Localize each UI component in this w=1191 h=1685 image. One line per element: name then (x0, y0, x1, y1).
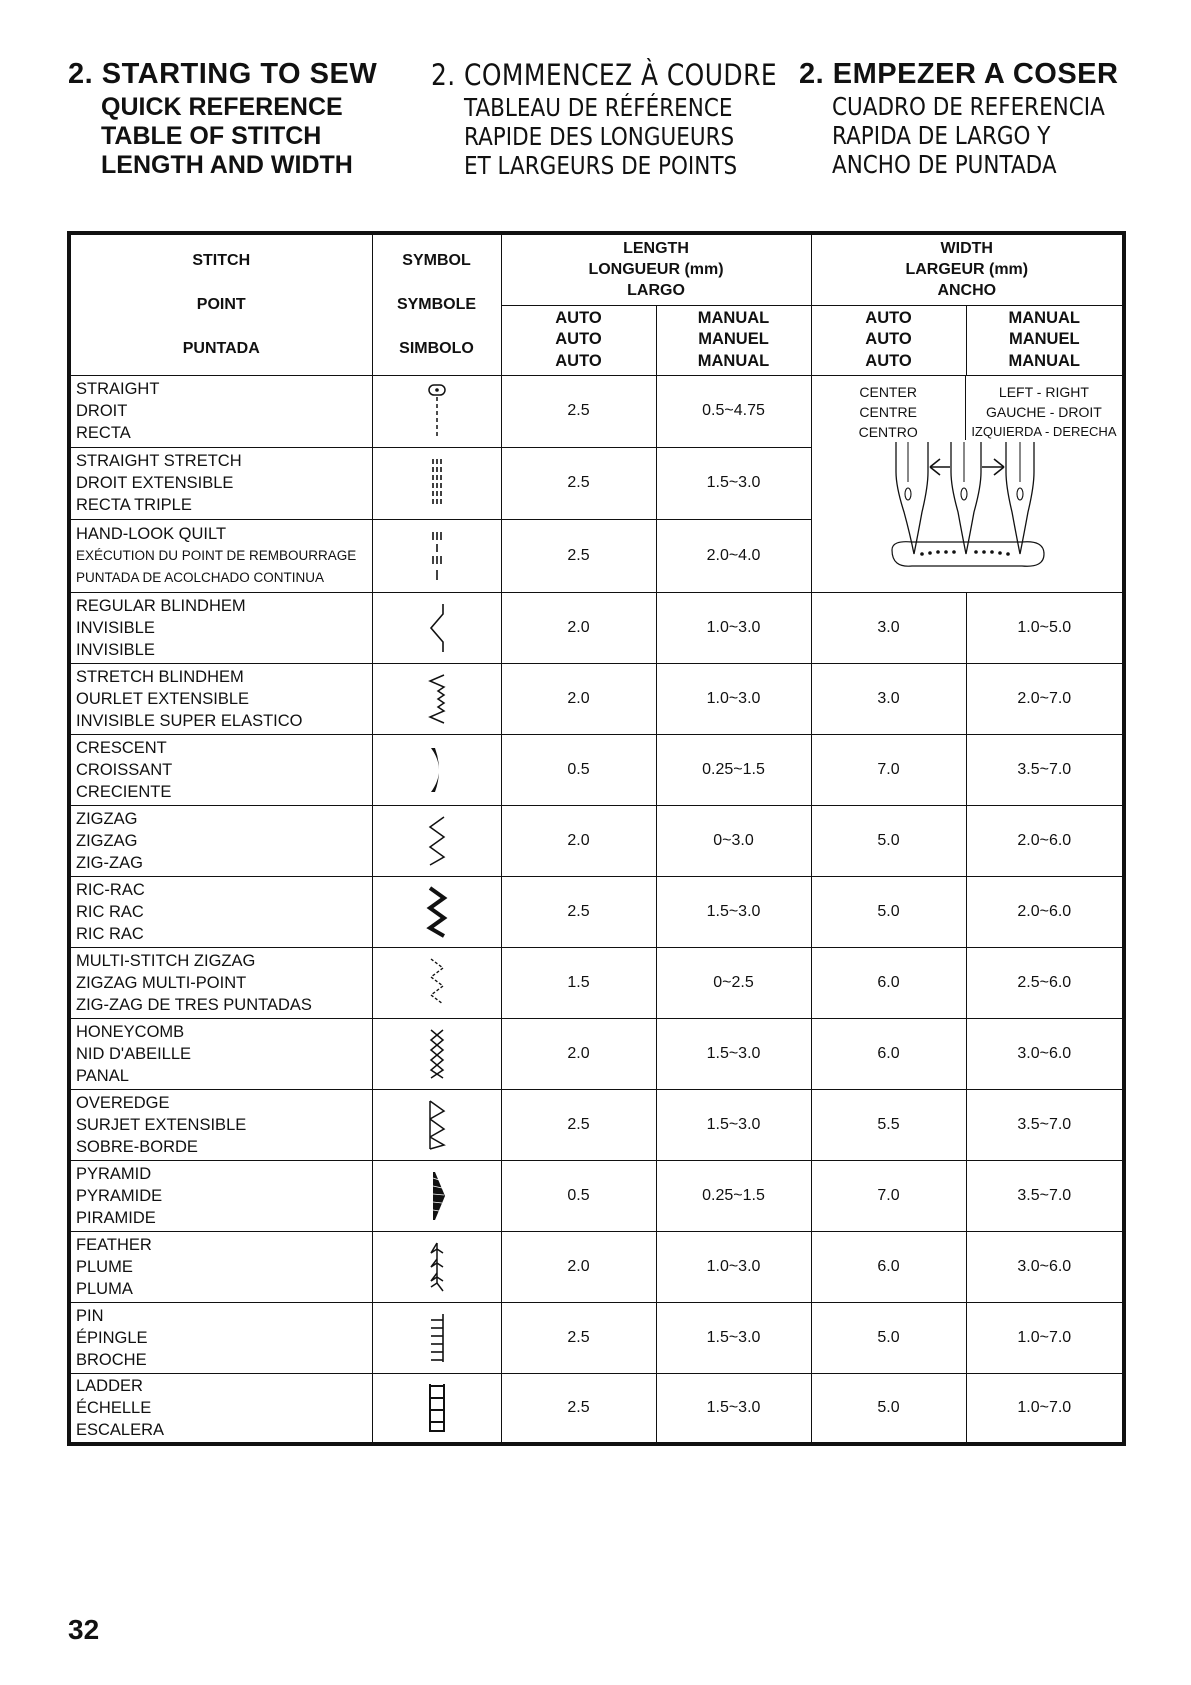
table-row (69, 876, 1124, 947)
heading-english (68, 58, 377, 178)
width-auto: 7.0 (811, 734, 966, 805)
zigzag-icon (372, 805, 501, 876)
width-auto: 3.0 (811, 592, 966, 663)
stitch-name: REGULAR BLINDHEM INVISIBLE INVISIBLE (69, 592, 372, 663)
stitch-name: PIN ÉPINGLE BROCHE (69, 1302, 372, 1373)
stitch-name: LADDER ÉCHELLE ESCALERA (69, 1373, 372, 1444)
table-row (69, 1018, 1124, 1089)
length-manual: 0~2.5 (656, 947, 811, 1018)
feather-icon (372, 1231, 501, 1302)
straight-stitch-icon (372, 375, 501, 447)
stitch-name: STRAIGHT STRETCH DROIT EXTENSIBLE RECTA TRIPLE (69, 447, 372, 519)
blindhem-icon (372, 592, 501, 663)
ric-rac-icon (372, 876, 501, 947)
width-manual-note: LEFT - RIGHT GAUCHE - DROIT IZQUIERDA - DERECHA (965, 376, 1122, 440)
length-manual: 0.25~1.5 (656, 1160, 811, 1231)
table-row (69, 1373, 1124, 1444)
width-auto: 5.0 (811, 805, 966, 876)
table-row (69, 947, 1124, 1018)
header-width-manual: MANUAL MANUEL MANUAL (966, 305, 1124, 375)
table-row (69, 1160, 1124, 1231)
pin-icon (372, 1302, 501, 1373)
length-manual: 0.25~1.5 (656, 734, 811, 805)
length-manual: 1.5~3.0 (656, 1373, 811, 1444)
table-row (69, 592, 1124, 663)
width-manual: 2.0~6.0 (966, 805, 1124, 876)
length-auto: 2.5 (501, 447, 656, 519)
table-row (69, 1302, 1124, 1373)
width-manual: 3.0~6.0 (966, 1018, 1124, 1089)
length-auto: 2.0 (501, 1231, 656, 1302)
length-auto: 2.5 (501, 375, 656, 447)
crescent-icon (372, 734, 501, 805)
stitch-name: ZIGZAG ZIGZAG ZIG-ZAG (69, 805, 372, 876)
subtitle-es-1: CUADRO DE REFERENCIA (832, 92, 1105, 121)
length-manual: 1.0~3.0 (656, 1231, 811, 1302)
multi-zigzag-icon (372, 947, 501, 1018)
length-manual: 1.0~3.0 (656, 592, 811, 663)
straight-width-cell (811, 375, 1124, 592)
section-title-en: 2. STARTING TO SEW (68, 58, 378, 90)
header-length: LENGTH LONGUEUR (mm) LARGO (501, 233, 811, 305)
width-auto: 7.0 (811, 1160, 966, 1231)
length-auto: 2.5 (501, 520, 656, 592)
width-manual: 3.0~6.0 (966, 1231, 1124, 1302)
honeycomb-icon (372, 1018, 501, 1089)
width-manual: 2.5~6.0 (966, 947, 1124, 1018)
width-manual: 1.0~5.0 (966, 592, 1124, 663)
length-auto: 2.5 (501, 1089, 656, 1160)
table-row (69, 734, 1124, 805)
length-auto: 2.0 (501, 592, 656, 663)
length-auto: 2.5 (501, 1373, 656, 1444)
width-auto: 5.0 (811, 1302, 966, 1373)
pyramid-icon (372, 1160, 501, 1231)
stitch-name: MULTI-STITCH ZIGZAG ZIGZAG MULTI-POINT ZIG-ZAG DE TRES PUNTADAS (69, 947, 372, 1018)
length-manual: 1.5~3.0 (656, 1302, 811, 1373)
table-row (69, 1089, 1124, 1160)
table-row (69, 663, 1124, 734)
subtitle-fr-3: ET LARGEURS DE POINTS (464, 151, 738, 180)
heading-spanish (799, 58, 1149, 178)
length-manual: 2.0~4.0 (656, 520, 811, 592)
width-manual: 3.5~7.0 (966, 734, 1124, 805)
subtitle-en-3: LENGTH AND WIDTH (101, 151, 353, 179)
length-manual: 1.5~3.0 (656, 1089, 811, 1160)
width-auto: 5.5 (811, 1089, 966, 1160)
length-auto: 1.5 (501, 947, 656, 1018)
width-manual: 2.0~6.0 (966, 876, 1124, 947)
stitch-name: PYRAMID PYRAMIDE PIRAMIDE (69, 1160, 372, 1231)
stitch-reference-table (67, 231, 1126, 1446)
overedge-icon (372, 1089, 501, 1160)
length-auto: 2.0 (501, 663, 656, 734)
subtitle-fr-1: TABLEAU DE RÉFÉRENCE (464, 93, 733, 122)
header-symbol: SYMBOL SYMBOLE SIMBOLO (372, 233, 501, 375)
width-manual: 3.5~7.0 (966, 1089, 1124, 1160)
section-title-fr: 2. COMMENCEZ À COUDRE (431, 58, 778, 92)
stitch-name: HAND-LOOK QUILT EXÉCUTION DU POINT DE REMBOURRAGE PUNTADA DE ACOLCHADO CONTINUA (69, 520, 372, 592)
length-auto: 0.5 (501, 734, 656, 805)
length-manual: 0.5~4.75 (656, 375, 811, 447)
stitch-name: STRAIGHT DROIT RECTA (69, 375, 372, 447)
heading-french (431, 58, 833, 179)
subtitle-en-2: TABLE OF STITCH (101, 122, 322, 150)
stitch-name: OVEREDGE SURJET EXTENSIBLE SOBRE-BORDE (69, 1089, 372, 1160)
length-auto: 2.0 (501, 805, 656, 876)
length-manual: 1.5~3.0 (656, 447, 811, 519)
stitch-name: RIC-RAC RIC RAC RIC RAC (69, 876, 372, 947)
width-manual: 1.0~7.0 (966, 1302, 1124, 1373)
header-width-auto: AUTO AUTO AUTO (811, 305, 966, 375)
header-length-auto: AUTO AUTO AUTO (501, 305, 656, 375)
width-auto-note: CENTER CENTRE CENTRO (858, 383, 918, 440)
table-row (69, 1231, 1124, 1302)
quilt-stitch-icon (372, 520, 501, 592)
width-manual: 3.5~7.0 (966, 1160, 1124, 1231)
ladder-icon (372, 1373, 501, 1444)
length-auto: 2.5 (501, 1302, 656, 1373)
needle-position-illustration (812, 442, 1123, 592)
length-manual: 1.5~3.0 (656, 1018, 811, 1089)
subtitle-es-3: ANCHO DE PUNTADA (832, 150, 1057, 179)
width-auto: 6.0 (811, 1018, 966, 1089)
length-manual: 1.5~3.0 (656, 876, 811, 947)
width-manual: 1.0~7.0 (966, 1373, 1124, 1444)
section-title-es: 2. EMPEZER A COSER (799, 58, 1119, 90)
length-manual: 0~3.0 (656, 805, 811, 876)
length-auto: 0.5 (501, 1160, 656, 1231)
stretch-blindhem-icon (372, 663, 501, 734)
stitch-name: HONEYCOMB NID D'ABEILLE PANAL (69, 1018, 372, 1089)
width-auto: 5.0 (811, 876, 966, 947)
width-auto: 5.0 (811, 1373, 966, 1444)
header-width: WIDTH LARGEUR (mm) ANCHO (811, 233, 1124, 305)
width-auto: 3.0 (811, 663, 966, 734)
subtitle-en-1: QUICK REFERENCE (101, 93, 343, 121)
table-row (69, 805, 1124, 876)
subtitle-es-2: RAPIDA DE LARGO Y (832, 121, 1051, 150)
length-auto: 2.5 (501, 876, 656, 947)
stitch-name: CRESCENT CROISSANT CRECIENTE (69, 734, 372, 805)
straight-stretch-icon (372, 447, 501, 519)
width-auto: 6.0 (811, 947, 966, 1018)
stitch-name: FEATHER PLUME PLUMA (69, 1231, 372, 1302)
table-row (69, 375, 1124, 447)
stitch-name: STRETCH BLINDHEM OURLET EXTENSIBLE INVISIBLE SUPER ELASTICO (69, 663, 372, 734)
length-auto: 2.0 (501, 1018, 656, 1089)
length-manual: 1.0~3.0 (656, 663, 811, 734)
header-length-manual: MANUAL MANUEL MANUAL (656, 305, 811, 375)
page-number: 32 (68, 1614, 100, 1645)
header-stitch: STITCH POINT PUNTADA (69, 233, 372, 375)
width-manual: 2.0~7.0 (966, 663, 1124, 734)
subtitle-fr-2: RAPIDE DES LONGUEURS (464, 122, 735, 151)
width-auto: 6.0 (811, 1231, 966, 1302)
